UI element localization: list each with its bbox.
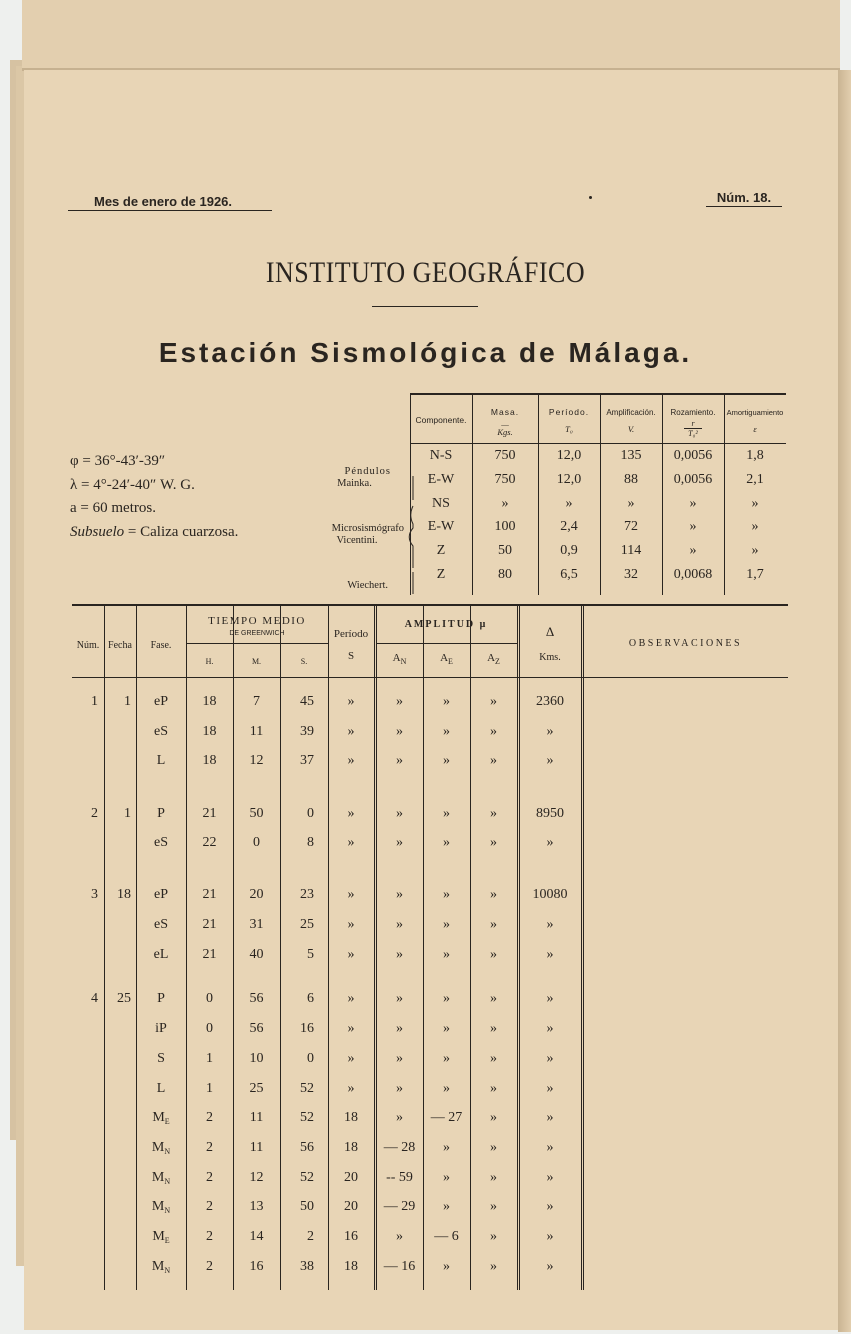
instrument-cell-comp: E-W xyxy=(427,519,455,534)
cell-an: -- 59 xyxy=(386,1170,413,1185)
instrument-vicentini-label xyxy=(310,523,404,547)
cell-ae: » xyxy=(443,917,450,932)
cell-az: » xyxy=(490,806,497,821)
col-masa-bar: — xyxy=(501,419,509,429)
cell-an: » xyxy=(396,694,403,709)
cell-ae: — 6 xyxy=(434,1229,459,1244)
cell-num: 1 xyxy=(91,694,98,709)
cell-fase-text: M xyxy=(151,1140,165,1155)
cell-per: » xyxy=(347,887,355,902)
cell-s: 16 xyxy=(300,1021,314,1036)
instrument-mainka-label xyxy=(318,466,391,490)
cell-s: 52 xyxy=(300,1110,314,1125)
cell-s: 8 xyxy=(307,835,314,850)
cell-per: 20 xyxy=(344,1170,358,1185)
column-rule xyxy=(581,606,582,1290)
instrument-cell-comp: E-W xyxy=(427,472,455,487)
cell-per: 18 xyxy=(344,1259,358,1274)
instrument-cell-amort: 1,7 xyxy=(746,567,764,582)
head-greenwich: DE GREENWICH xyxy=(229,630,285,637)
col-rozamiento: Rozamiento. xyxy=(670,408,716,417)
cell-fase xyxy=(136,917,186,933)
head-amplitud: AMPLITUD μ xyxy=(404,619,488,630)
cell-h: 1 xyxy=(206,1051,213,1066)
subsoil xyxy=(70,521,238,545)
cell-per: » xyxy=(347,806,355,821)
cell-fase-text: M xyxy=(151,1170,165,1185)
cell-ae: » xyxy=(443,806,450,821)
cell-m: 25 xyxy=(249,1081,264,1096)
cell-h: 2 xyxy=(206,1140,213,1155)
cell-fase-subscript: N xyxy=(164,1266,171,1275)
head-an-letter: A xyxy=(392,652,401,664)
cell-h: 21 xyxy=(202,887,217,902)
cell-az: » xyxy=(490,947,497,962)
header-rule xyxy=(186,643,328,644)
cell-fase-text: S xyxy=(157,1051,165,1066)
cell-az: » xyxy=(490,1021,497,1036)
previous-page-fold xyxy=(22,0,840,69)
cell-an: » xyxy=(396,887,403,902)
cell-per: » xyxy=(347,991,355,1006)
cell-delta: » xyxy=(546,1229,554,1244)
cell-h: 2 xyxy=(206,1259,213,1274)
col-rozamiento-fraction xyxy=(662,419,724,438)
instrument-cell-masa: 750 xyxy=(494,472,516,487)
cell-h: 0 xyxy=(206,991,213,1006)
cell-ae: » xyxy=(443,1051,450,1066)
subsoil-label: Subsuelo xyxy=(70,523,125,540)
cell-fase-subscript: N xyxy=(164,1177,171,1186)
head-an-sub: N xyxy=(400,657,407,666)
cell-s: 2 xyxy=(307,1229,314,1244)
cell-delta: » xyxy=(546,835,554,850)
cell-an: » xyxy=(396,1110,403,1125)
cell-az: » xyxy=(490,991,497,1006)
col-periodo: Período. xyxy=(548,407,590,417)
cell-an: » xyxy=(396,1081,403,1096)
institute-title: INSTITUTO GEOGRÁFICO xyxy=(265,256,586,289)
cell-delta: » xyxy=(546,1170,554,1185)
month-heading: Mes de enero de 1926. xyxy=(68,194,272,211)
cell-an: » xyxy=(396,806,403,821)
cell-fase-text: P xyxy=(157,806,165,821)
instrument-cell-periodo: 12,0 xyxy=(556,448,582,463)
cell-an: — 16 xyxy=(383,1259,416,1274)
cell-h: 2 xyxy=(206,1199,213,1214)
cell-fase xyxy=(136,1140,186,1156)
cell-m: 0 xyxy=(253,835,260,850)
cell-an: » xyxy=(396,1021,403,1036)
cell-m: 16 xyxy=(249,1259,264,1274)
cell-ae: » xyxy=(443,1199,450,1214)
cell-fase xyxy=(136,694,186,710)
altitude: a = 60 metros. xyxy=(70,500,156,517)
cell-fase-text: eP xyxy=(154,887,168,902)
cell-fase-text: M xyxy=(151,1199,165,1214)
station-coordinates xyxy=(70,450,238,544)
cell-fase-text: M xyxy=(151,1259,165,1274)
cell-m: 11 xyxy=(249,1110,264,1125)
cell-ae: » xyxy=(443,887,450,902)
head-ae xyxy=(423,652,470,668)
cell-delta: » xyxy=(546,1259,554,1274)
station-title: Estación Sismológica de Málaga. xyxy=(158,337,693,368)
cell-h: 21 xyxy=(202,917,217,932)
cell-fase xyxy=(136,724,186,740)
cell-s: 52 xyxy=(300,1081,314,1096)
instrument-wiechert-label: Wiechert. xyxy=(347,580,388,591)
instrument-cell-amplif: 88 xyxy=(624,472,638,487)
column-rule xyxy=(374,606,375,1290)
cell-s: 37 xyxy=(300,753,314,768)
col-amplificacion: Amplificación. xyxy=(606,408,656,417)
instrument-table xyxy=(410,393,786,603)
cell-az: » xyxy=(490,887,497,902)
head-fecha: Fecha xyxy=(108,640,132,651)
cell-per: » xyxy=(347,835,355,850)
head-observaciones: OBSERVACIONES xyxy=(628,638,743,649)
cell-per: » xyxy=(347,1051,355,1066)
instrument-cell-periodo: 2,4 xyxy=(560,519,578,534)
cell-per: 16 xyxy=(344,1229,358,1244)
cell-s: 0 xyxy=(307,806,314,821)
instrument-cell-amplif: 114 xyxy=(620,543,642,558)
cell-fase-text: eS xyxy=(154,724,168,739)
cell-delta: 10080 xyxy=(532,887,568,902)
cell-h: 18 xyxy=(202,724,217,739)
instrument-cell-amort: » xyxy=(751,496,759,511)
cell-fase xyxy=(136,806,186,822)
cell-num: 2 xyxy=(91,806,98,821)
cell-delta: » xyxy=(546,1081,554,1096)
instrument-cell-comp: N-S xyxy=(429,448,453,463)
cell-delta: 2360 xyxy=(536,694,564,709)
head-az-letter: A xyxy=(487,652,496,664)
cell-fecha: 18 xyxy=(117,887,131,902)
cell-fase xyxy=(136,1081,186,1097)
cell-fase xyxy=(136,835,186,851)
instrument-cell-roz: 0,0056 xyxy=(673,448,713,463)
cell-an: » xyxy=(396,835,403,850)
instrument-cell-amplif: » xyxy=(627,496,635,511)
cell-ae: » xyxy=(443,753,450,768)
cell-per: » xyxy=(347,753,355,768)
head-fase: Fase. xyxy=(150,640,172,651)
cell-fase-text: L xyxy=(156,753,166,768)
instrument-cell-periodo: 6,5 xyxy=(560,567,578,582)
head-az xyxy=(470,652,517,668)
cell-fase-text: iP xyxy=(155,1021,167,1036)
rozamiento-numerator: r xyxy=(691,419,695,428)
cell-delta: » xyxy=(546,1051,554,1066)
instrument-cell-periodo: » xyxy=(565,496,573,511)
cell-fase xyxy=(136,1170,186,1186)
cell-fase-text: L xyxy=(156,1081,166,1096)
instrument-cell-amort: » xyxy=(751,543,759,558)
cell-ae: » xyxy=(443,947,450,962)
instrument-cell-roz: 0,0056 xyxy=(673,472,713,487)
cell-s: 0 xyxy=(307,1051,314,1066)
column-rule xyxy=(583,606,584,1290)
cell-fase xyxy=(136,1259,186,1275)
cell-ae: » xyxy=(443,1170,450,1185)
cell-per: » xyxy=(347,917,355,932)
cell-m: 12 xyxy=(249,753,264,768)
cell-az: » xyxy=(490,724,497,739)
cell-az: » xyxy=(490,753,497,768)
cell-fase xyxy=(136,1229,186,1245)
cell-an: — 29 xyxy=(383,1199,416,1214)
cell-fecha: 1 xyxy=(124,806,131,821)
cell-s: 52 xyxy=(300,1170,314,1185)
cell-m: 31 xyxy=(249,917,264,932)
instrument-cell-roz: » xyxy=(689,543,697,558)
header-rule xyxy=(376,643,517,644)
head-az-sub: Z xyxy=(495,657,500,666)
rozamiento-denominator: T₀² xyxy=(684,428,702,438)
cell-fase xyxy=(136,1199,186,1215)
head-ae-letter: A xyxy=(440,652,449,664)
cell-delta: » xyxy=(546,1199,554,1214)
head-periodo-unit: S xyxy=(347,650,355,662)
instrument-cell-comp: Z xyxy=(436,543,446,558)
cell-fase xyxy=(136,753,186,769)
cell-m: 10 xyxy=(249,1051,264,1066)
header-rule xyxy=(72,677,788,678)
cell-m: 14 xyxy=(249,1229,264,1244)
cell-per: » xyxy=(347,1021,355,1036)
instrument-cell-roz: » xyxy=(689,519,697,534)
head-tiempo-medio: TIEMPO MEDIO xyxy=(208,615,306,627)
title-divider xyxy=(372,306,478,307)
cell-s: 5 xyxy=(307,947,314,962)
cell-h: 0 xyxy=(206,1021,213,1036)
column-rule xyxy=(517,606,518,1290)
instrument-cell-masa: 80 xyxy=(498,567,512,582)
cell-az: » xyxy=(490,917,497,932)
head-m: M. xyxy=(251,657,262,666)
stray-dot xyxy=(589,196,592,199)
cell-fase-text: eL xyxy=(153,947,169,962)
main-table-top-rule xyxy=(72,604,788,606)
cell-fase xyxy=(136,991,186,1007)
cell-fase-text: M xyxy=(152,1110,165,1125)
cell-per: » xyxy=(347,947,355,962)
cell-fecha: 1 xyxy=(124,694,131,709)
cell-delta: » xyxy=(546,991,554,1006)
cell-per: » xyxy=(347,694,355,709)
instrument-vicentini-line2: Vicentini. xyxy=(336,535,378,546)
instrument-cell-masa: 50 xyxy=(498,543,512,558)
head-ae-sub: E xyxy=(448,657,453,666)
cell-delta: » xyxy=(546,1110,554,1125)
longitude: λ = 4°-24′-40″ W. G. xyxy=(70,476,195,493)
cell-h: 2 xyxy=(206,1229,213,1244)
cell-s: 39 xyxy=(300,724,314,739)
cell-delta: » xyxy=(546,1140,554,1155)
cell-delta: » xyxy=(546,753,554,768)
cell-delta: » xyxy=(546,917,554,932)
cell-az: » xyxy=(490,835,497,850)
cell-s: 23 xyxy=(300,887,314,902)
cell-h: 2 xyxy=(206,1110,213,1125)
cell-fecha: 25 xyxy=(117,991,131,1006)
cell-per: 18 xyxy=(344,1110,358,1125)
cell-az: » xyxy=(490,1051,497,1066)
instrument-cell-amplif: 72 xyxy=(624,519,638,534)
cell-per: » xyxy=(347,724,355,739)
cell-fase-subscript: N xyxy=(164,1206,171,1215)
col-amplificacion-symbol: V. xyxy=(627,424,635,434)
col-masa: Masa. xyxy=(490,407,520,417)
latitude: φ = 36°-43′-39″ xyxy=(70,453,166,469)
col-periodo-symbol: T₀ xyxy=(565,424,573,434)
cell-h: 21 xyxy=(202,947,217,962)
cell-m: 56 xyxy=(249,1021,264,1036)
cell-s: 56 xyxy=(300,1140,314,1155)
cell-per: 20 xyxy=(344,1199,358,1214)
head-delta-unit: Kms. xyxy=(539,652,561,663)
cell-delta: 8950 xyxy=(536,806,564,821)
cell-fase-subscript: E xyxy=(164,1236,170,1245)
cell-ae: » xyxy=(443,1140,450,1155)
cell-num: 4 xyxy=(91,991,98,1006)
cell-s: 38 xyxy=(300,1259,314,1274)
cell-fase xyxy=(136,887,186,903)
cell-az: » xyxy=(490,1170,497,1185)
cell-an: » xyxy=(396,753,403,768)
cell-an: » xyxy=(396,917,403,932)
cell-m: 13 xyxy=(249,1199,264,1214)
cell-ae: — 27 xyxy=(430,1110,463,1125)
cell-m: 11 xyxy=(249,724,264,739)
col-amortiguamiento: Amortiguamiento xyxy=(726,408,784,417)
cell-m: 56 xyxy=(249,991,264,1006)
instrument-mainka-line1: Péndulos xyxy=(344,466,391,477)
instrument-vicentini-line1: Microsismógrafo xyxy=(331,523,404,534)
cell-fase-text: M xyxy=(152,1229,165,1244)
cell-an: » xyxy=(396,724,403,739)
cell-h: 18 xyxy=(202,694,217,709)
instrument-cell-periodo: 12,0 xyxy=(556,472,582,487)
cell-m: 20 xyxy=(249,887,264,902)
col-amortiguamiento-symbol: ε xyxy=(753,424,757,434)
cell-fase xyxy=(136,1021,186,1037)
subsoil-value: = Caliza cuarzosa. xyxy=(124,523,239,540)
cell-ae: » xyxy=(443,724,450,739)
cell-per: » xyxy=(347,1081,355,1096)
cell-an: » xyxy=(396,947,403,962)
cell-ae: » xyxy=(443,1021,450,1036)
cell-an: » xyxy=(396,1051,403,1066)
instrument-cell-amplif: 32 xyxy=(624,567,638,582)
cell-fase-text: eS xyxy=(154,917,168,932)
cell-an: » xyxy=(396,991,403,1006)
col-masa-unit: Kgs. xyxy=(497,427,513,437)
cell-m: 11 xyxy=(249,1140,264,1155)
head-s: S. xyxy=(300,657,308,666)
cell-fase-text: eS xyxy=(154,835,168,850)
cell-az: » xyxy=(490,1140,497,1155)
cell-fase xyxy=(136,1110,186,1126)
cell-ae: » xyxy=(443,1259,450,1274)
cell-fase-text: eP xyxy=(154,694,168,709)
cell-delta: » xyxy=(546,1021,554,1036)
cell-h: 2 xyxy=(206,1170,213,1185)
cell-m: 40 xyxy=(249,947,264,962)
head-an xyxy=(376,652,423,668)
cell-s: 45 xyxy=(300,694,314,709)
cell-m: 12 xyxy=(249,1170,264,1185)
cell-an: — 28 xyxy=(383,1140,416,1155)
cell-per: 18 xyxy=(344,1140,358,1155)
head-periodo: Período xyxy=(333,628,369,640)
cell-az: » xyxy=(490,694,497,709)
cell-h: 21 xyxy=(202,806,217,821)
cell-h: 22 xyxy=(202,835,217,850)
instrument-cell-roz: » xyxy=(689,496,697,511)
cell-ae: » xyxy=(443,694,450,709)
instrument-cell-comp: Z xyxy=(436,567,446,582)
cell-ae: » xyxy=(443,991,450,1006)
cell-s: 6 xyxy=(307,991,314,1006)
instrument-cell-roz: 0,0068 xyxy=(673,567,713,582)
col-componente: Componente. xyxy=(415,415,467,425)
head-num: Núm. xyxy=(76,640,100,651)
instrument-cell-masa: 100 xyxy=(494,519,516,534)
cell-an: » xyxy=(396,1229,403,1244)
cell-fase-subscript: N xyxy=(164,1147,171,1156)
cell-az: » xyxy=(490,1081,497,1096)
cell-ae: » xyxy=(443,835,450,850)
cell-delta: » xyxy=(546,947,554,962)
issue-number: Núm. 18. xyxy=(706,190,782,207)
cell-h: 1 xyxy=(206,1081,213,1096)
cell-az: » xyxy=(490,1110,497,1125)
cell-fase-subscript: E xyxy=(164,1117,170,1126)
instrument-cell-periodo: 0,9 xyxy=(560,543,578,558)
cell-s: 25 xyxy=(300,917,314,932)
cell-az: » xyxy=(490,1259,497,1274)
instrument-cell-masa: 750 xyxy=(494,448,516,463)
cell-az: » xyxy=(490,1229,497,1244)
instrument-cell-amplif: 135 xyxy=(620,448,642,463)
cell-fase xyxy=(136,1051,186,1067)
cell-fase xyxy=(136,947,186,963)
cell-ae: » xyxy=(443,1081,450,1096)
cell-fase-text: P xyxy=(157,991,165,1006)
instrument-cell-amort: 2,1 xyxy=(746,472,764,487)
cell-m: 50 xyxy=(249,806,264,821)
cell-az: » xyxy=(490,1199,497,1214)
instrument-mainka-line2: Mainka. xyxy=(337,478,372,489)
instrument-cell-amort: 1,8 xyxy=(746,448,764,463)
head-h: H. xyxy=(205,657,214,666)
head-delta: Δ xyxy=(545,624,555,639)
cell-h: 18 xyxy=(202,753,217,768)
cell-num: 3 xyxy=(91,887,98,902)
cell-m: 7 xyxy=(253,694,260,709)
instrument-cell-comp: NS xyxy=(432,496,450,511)
instrument-cell-amort: » xyxy=(751,519,759,534)
cell-delta: » xyxy=(546,724,554,739)
instrument-cell-masa: » xyxy=(501,496,509,511)
cell-s: 50 xyxy=(300,1199,314,1214)
